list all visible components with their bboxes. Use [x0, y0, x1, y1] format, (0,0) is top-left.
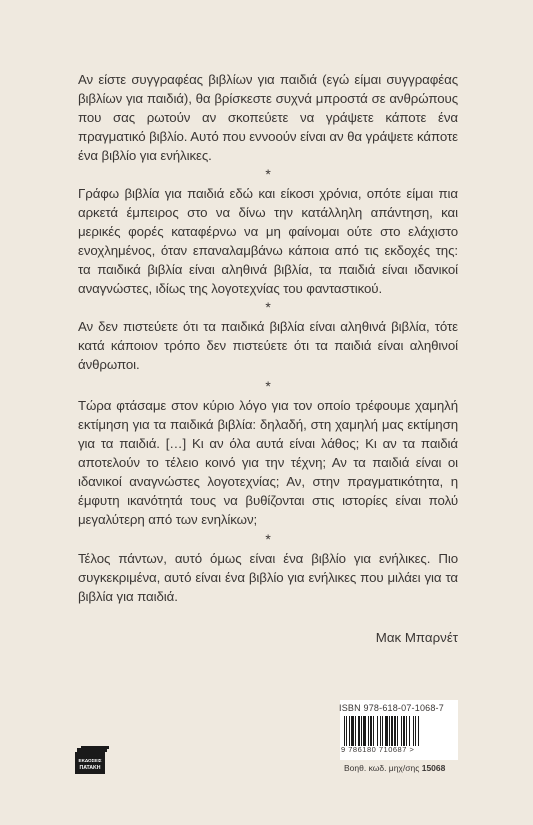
separator-4: *: [265, 531, 271, 547]
barcode-digits: 9 786180 710687 >: [341, 745, 415, 754]
publisher-logo-line-2: ΠΑΤΑΚΗ: [79, 765, 101, 771]
aux-code-label: Βοηθ. κωδ. μηχ/σης: [344, 763, 420, 773]
paragraph-5: Τέλος πάντων, αυτό όμως είναι ένα βιβλίο για ενήλικες. Πιο συγκεκριμένα, αυτό είναι ένα βιβλίο για ενήλικες που μιλάει για τα βιβλία για παιδιά.: [78, 551, 458, 604]
publisher-logo-icon: [75, 746, 109, 776]
barcode-icon: [344, 716, 448, 746]
aux-code: [344, 763, 445, 773]
aux-code-value: 15068: [421, 763, 446, 773]
paragraph-3: Αν δεν πιστεύετε ότι τα παιδικά βιβλία είναι αληθινά βιβλία, τότε κατά κάποιον τρόπο δεν πιστεύετε ότι τα παιδιά είναι αληθινοί άνθρωποι.: [78, 319, 458, 372]
barcode-bar: [419, 716, 420, 746]
author-signature: Μακ Μπαρνέτ: [375, 630, 458, 645]
publisher-logo-line-1: ΕΚΔΟΣΕΙΣ: [78, 758, 102, 763]
separator-3: *: [265, 378, 271, 394]
paragraph-1: Αν είστε συγγραφέας βιβλίων για παιδιά (εγώ είμαι συγγραφέας βιβλίων για παιδιά), θα βρίσκεστε συχνά μπροστά σε ανθρώπους που σας ρωτούν αν σκοπεύετε να γράψετε κάποτε ένα πραγματικό βιβλίο. Αυτό που εννοούν είναι αν θα γράψετε κάποτε ένα βιβλίο για ενήλικες.: [78, 72, 458, 163]
isbn-label: ISBN 978-618-07-1068-7: [339, 703, 444, 713]
back-cover-text: [78, 70, 458, 606]
separator-1: *: [265, 166, 271, 182]
paragraph-4: Τώρα φτάσαμε στον κύριο λόγο για τον οποίο τρέφουμε χαμηλή εκτίμηση για τα παιδικά βιβλία: δηλαδή, στη χαμηλή μας εκτίμηση για τα παιδιά. […] Κι αν όλα αυτά είναι λάθος; Κι αν τα παιδιά αποτελούν το τέλειο κοινό για την τέχνη; Αν τα παιδιά είναι οι ιδανικοί αναγνώστες λογοτεχνίας; Αν, στην πραγματικότητα, η έμφυτη ικανότητά τους να βυθίζονται στις ιστορίες είναι πολύ μεγαλύτερη από των ενηλίκων;: [78, 398, 458, 527]
paragraph-2: Γράφω βιβλία για παιδιά εδώ και είκοσι χρόνια, οπότε είμαι πια αρκετά έμπειρος στο να δίνω την κατάλληλη απάντηση, και μερικές φορές καταφέρνω να μη φαίνομαι ούτε στο ελάχιστο ενοχλημένος, όταν επαναλαμβάνω κάποια από τις εκδοχές της: τα παιδικά βιβλία είναι αληθινά βιβλία, τα παιδιά είναι ιδανικοί αναγνώστες, ιδίως της λογοτεχνίας του φανταστικού.: [78, 186, 458, 296]
separator-2: *: [265, 299, 271, 315]
